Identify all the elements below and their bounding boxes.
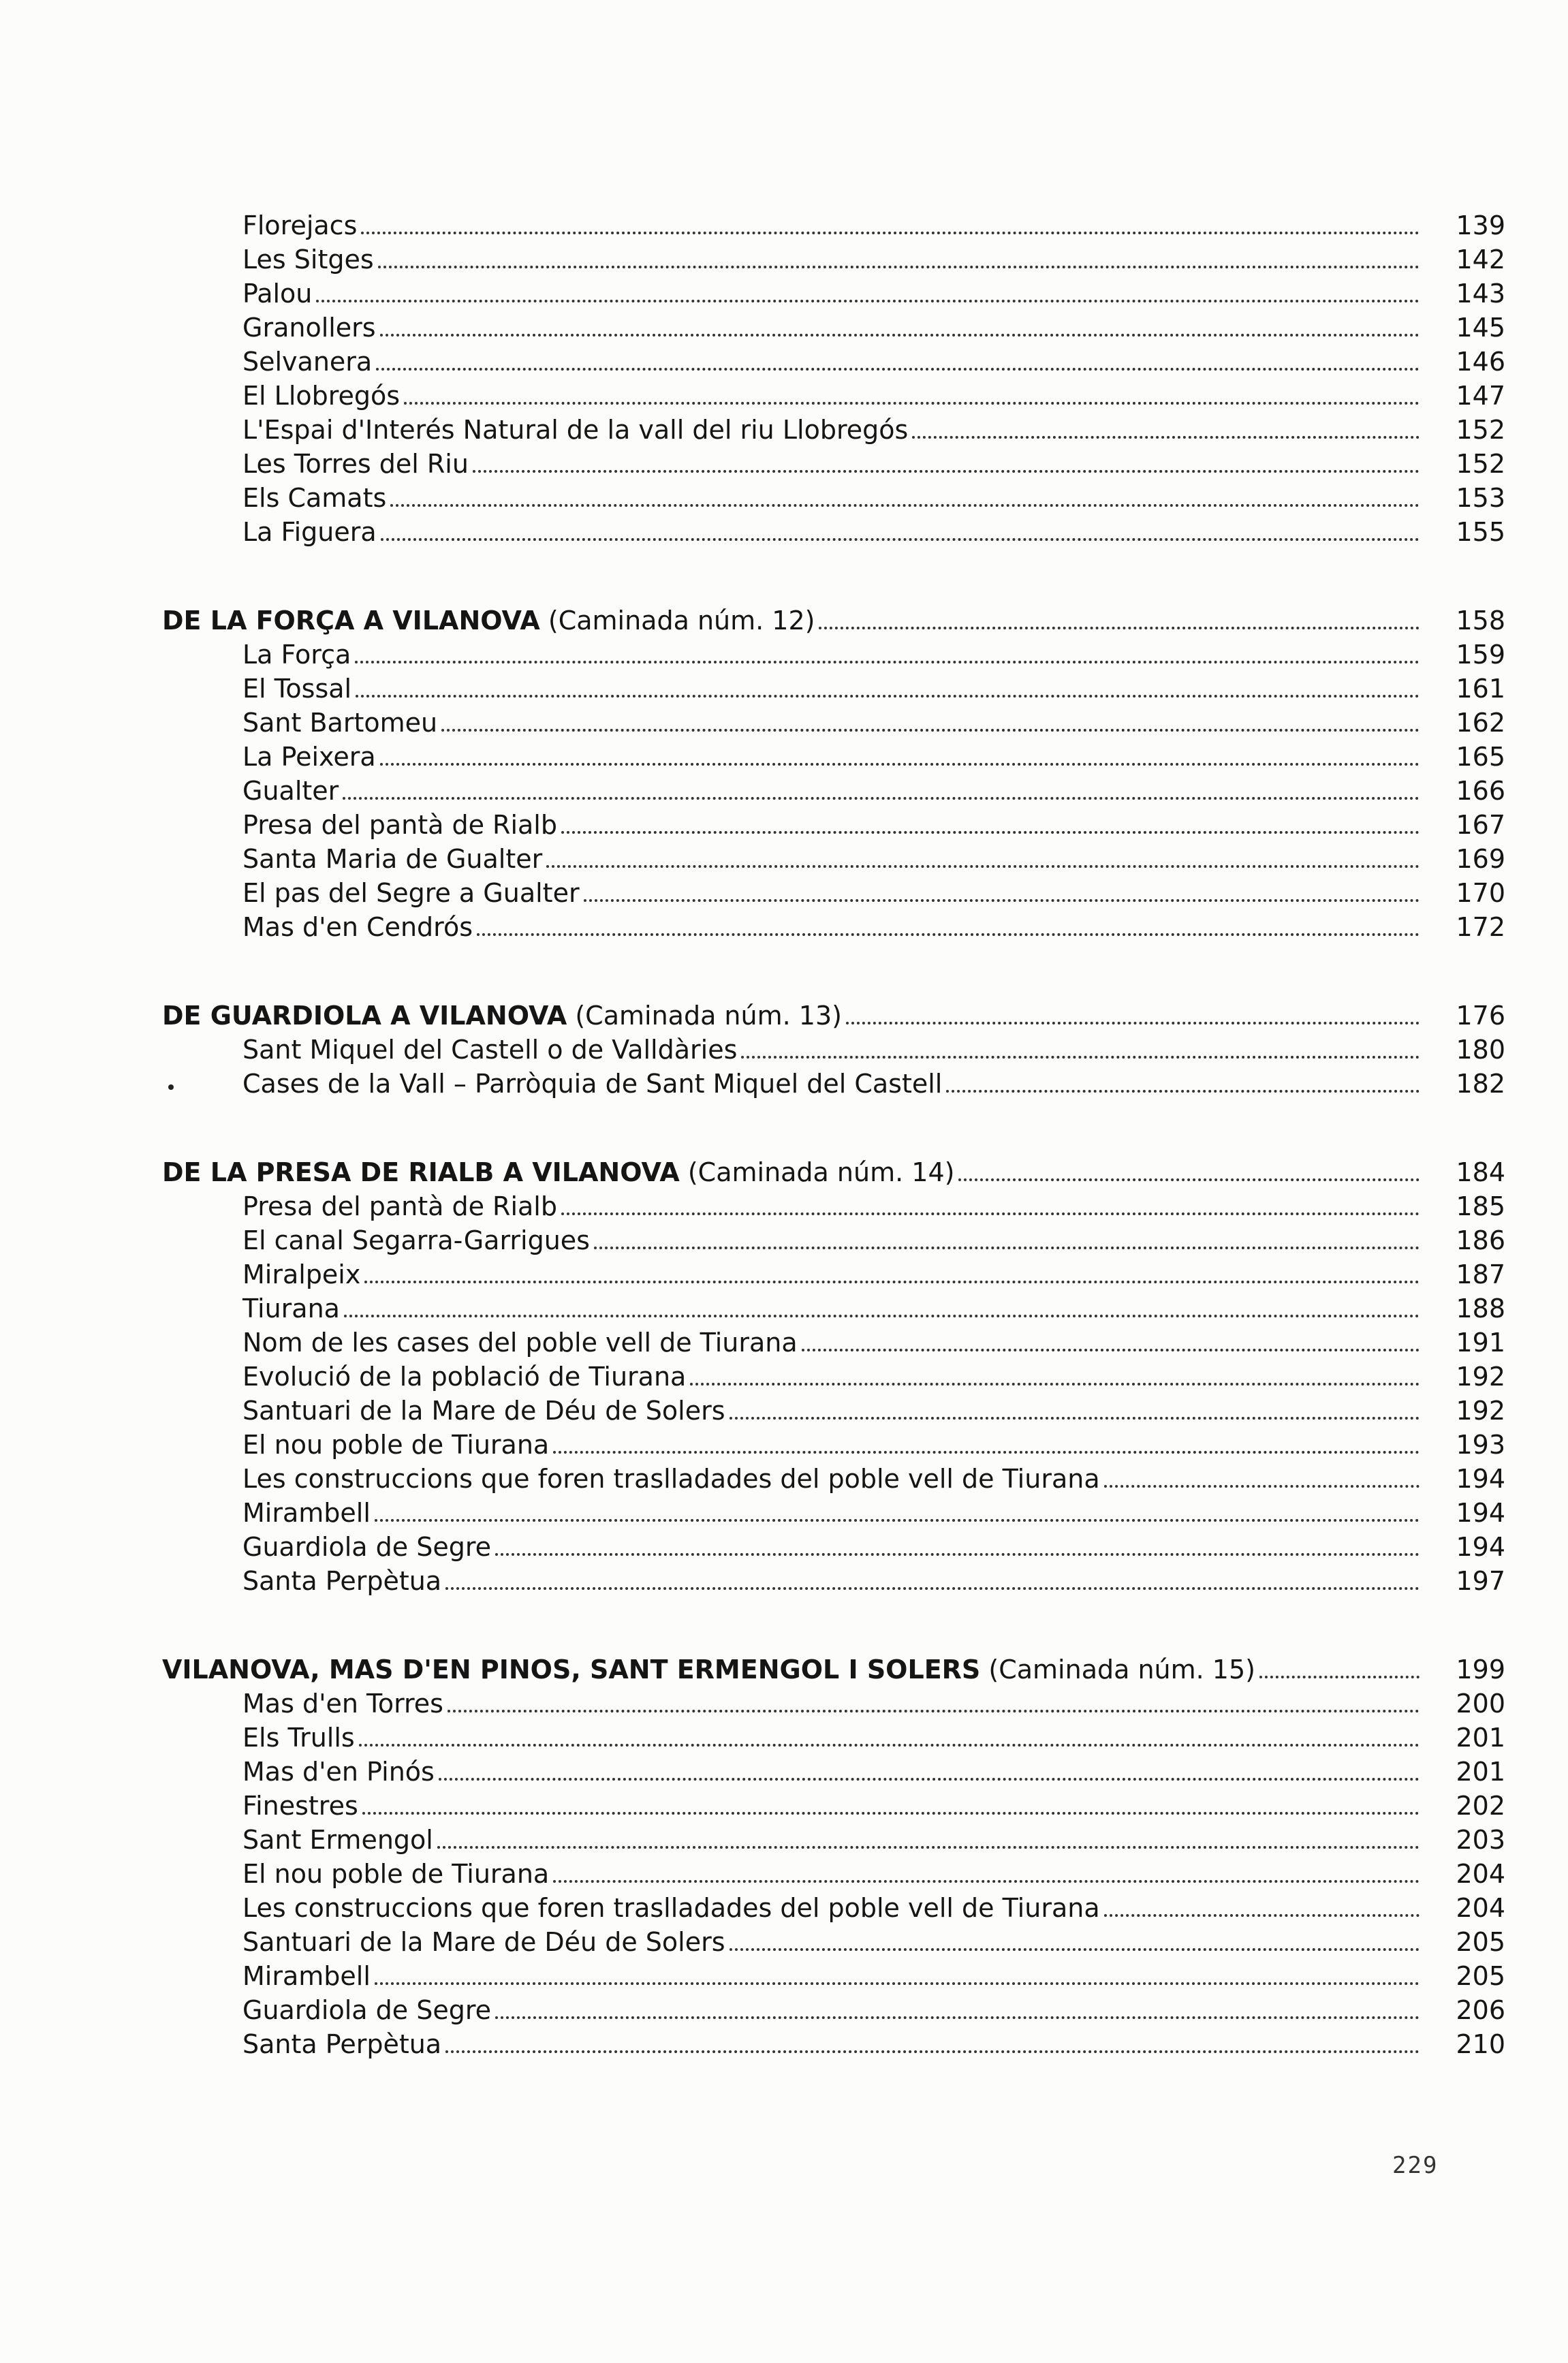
entry-page: 185 <box>1456 1191 1505 1221</box>
entry-label: Presa del pantà de Rialb <box>242 1191 557 1221</box>
entry-label: Santuari de la Mare de Déu de Solers <box>242 1927 725 1957</box>
leader-dots <box>741 1056 1420 1059</box>
entry-label: Granollers <box>242 313 376 343</box>
heading-label <box>162 999 842 1033</box>
toc-entry[interactable] <box>162 1687 1505 1721</box>
entry-label: Les Torres del Riu <box>242 449 469 479</box>
leader-dots <box>553 1451 1420 1454</box>
entry-page: 192 <box>1456 1362 1505 1392</box>
entry-page: 210 <box>1456 2029 1505 2059</box>
toc-entry[interactable] <box>162 447 1505 481</box>
leader-dots <box>362 1812 1420 1815</box>
toc-section-caminada-13 <box>162 999 1505 1101</box>
leader-dots <box>378 266 1420 268</box>
entry-page: 201 <box>1456 1757 1505 1787</box>
leader-dots <box>448 1710 1420 1712</box>
entry-page: 172 <box>1456 912 1505 942</box>
entry-label: Gualter <box>242 776 339 806</box>
leader-dots <box>375 1519 1420 1522</box>
toc-entry[interactable] <box>162 1925 1505 1959</box>
heading-page: 176 <box>1456 1001 1505 1031</box>
toc-entry[interactable] <box>162 910 1505 944</box>
entry-page: 147 <box>1456 381 1505 411</box>
toc-entry[interactable] <box>162 638 1505 672</box>
heading-label <box>162 1155 954 1189</box>
leader-dots <box>546 865 1420 868</box>
heading-title: DE LA FORÇA A VILANOVA <box>162 606 540 636</box>
leader-dots <box>958 1178 1420 1181</box>
toc-entry[interactable] <box>162 1462 1505 1496</box>
toc-entry[interactable] <box>162 740 1505 774</box>
entry-page: 186 <box>1456 1225 1505 1255</box>
entry-label: Mirambell <box>242 1961 371 1991</box>
leader-dots <box>1104 1914 1420 1917</box>
entry-page: 205 <box>1456 1961 1505 1991</box>
leader-dots <box>361 232 1420 234</box>
entry-label: Mas d'en Torres <box>242 1689 443 1719</box>
toc-entry[interactable] <box>162 1789 1505 1823</box>
leader-dots <box>730 1948 1420 1951</box>
leader-dots <box>912 436 1420 439</box>
leader-dots <box>553 1880 1420 1883</box>
leader-dots <box>439 1778 1420 1781</box>
entry-page: 167 <box>1456 810 1505 840</box>
leader-dots <box>1104 1485 1420 1488</box>
toc-entry[interactable] <box>162 1993 1505 2027</box>
toc-entry[interactable] <box>162 774 1505 808</box>
entry-label: Mirambell <box>242 1498 371 1528</box>
toc-entry[interactable] <box>162 1292 1505 1326</box>
toc-entry[interactable] <box>162 413 1505 447</box>
entry-label: Santa Perpètua <box>242 2029 442 2059</box>
toc-entry[interactable] <box>162 242 1505 277</box>
toc-entry[interactable] <box>162 515 1505 549</box>
entry-page: 161 <box>1456 674 1505 704</box>
entry-page: 146 <box>1456 347 1505 377</box>
leader-dots <box>445 1587 1420 1590</box>
heading-page: 158 <box>1456 606 1505 636</box>
leader-dots <box>819 627 1420 629</box>
entry-label: Santa Perpètua <box>242 1566 442 1596</box>
entry-label: Santa Maria de Gualter <box>242 844 543 874</box>
entry-label: Sant Miquel del Castell o de Valldàries <box>242 1035 738 1065</box>
entry-label: Tiurana <box>242 1294 340 1324</box>
table-of-contents <box>162 208 1505 2116</box>
toc-entry[interactable] <box>162 1530 1505 1564</box>
entry-label: Els Camats <box>242 483 387 513</box>
toc-entry[interactable] <box>162 277 1505 311</box>
leader-dots <box>343 797 1420 800</box>
entry-page: 170 <box>1456 878 1505 908</box>
entry-label: Finestres <box>242 1791 358 1821</box>
entry-label: Sant Bartomeu <box>242 708 438 738</box>
leader-dots <box>1259 1676 1420 1678</box>
entry-label: Mas d'en Pinós <box>242 1757 435 1787</box>
toc-section-heading[interactable] <box>162 1155 1505 1189</box>
toc-entry[interactable] <box>162 876 1505 910</box>
entry-page: 201 <box>1456 1723 1505 1753</box>
entry-page: 204 <box>1456 1893 1505 1923</box>
entry-page: 205 <box>1456 1927 1505 1957</box>
toc-entry[interactable] <box>162 1067 1505 1101</box>
page-number: 229 <box>1392 2152 1439 2179</box>
heading-title: DE LA PRESA DE RIALB A VILANOVA <box>162 1157 680 1187</box>
entry-label: La Força <box>242 640 351 670</box>
toc-entry[interactable] <box>162 481 1505 515</box>
entry-page: 193 <box>1456 1430 1505 1460</box>
toc-entry[interactable] <box>162 1721 1505 1755</box>
toc-entry[interactable] <box>162 1394 1505 1428</box>
heading-note: (Caminada núm. 14) <box>687 1157 955 1187</box>
entry-page: 197 <box>1456 1566 1505 1596</box>
entry-page: 152 <box>1456 449 1505 479</box>
entry-page: 165 <box>1456 742 1505 772</box>
leader-dots <box>730 1417 1420 1420</box>
toc-entry[interactable] <box>162 842 1505 876</box>
leader-dots <box>495 2016 1420 2019</box>
entry-label: Evolució de la població de Tiurana <box>242 1362 687 1392</box>
entry-label: L'Espai d'Interés Natural de la vall del riu Llobregós <box>242 415 909 445</box>
toc-entry[interactable] <box>162 672 1505 706</box>
toc-entry[interactable] <box>162 1857 1505 1891</box>
leader-dots <box>495 1553 1420 1556</box>
leader-dots <box>473 470 1420 473</box>
entry-page: 152 <box>1456 415 1505 445</box>
entry-label: Florejacs <box>242 210 358 240</box>
entry-label: Mas d'en Cendrós <box>242 912 473 942</box>
heading-page: 184 <box>1456 1157 1505 1187</box>
entry-page: 166 <box>1456 776 1505 806</box>
toc-entry[interactable] <box>162 345 1505 379</box>
entry-page: 159 <box>1456 640 1505 670</box>
entry-label: Palou <box>242 279 313 309</box>
heading-label <box>162 604 815 638</box>
toc-entry[interactable] <box>162 1823 1505 1857</box>
entry-page: 162 <box>1456 708 1505 738</box>
toc-section-heading[interactable] <box>162 999 1505 1033</box>
toc-section-caminada-12 <box>162 604 1505 944</box>
leader-dots <box>594 1247 1420 1249</box>
entry-label: Els Trulls <box>242 1723 355 1753</box>
toc-section-heading[interactable] <box>162 1653 1505 1687</box>
entry-page: 155 <box>1456 517 1505 547</box>
leader-dots <box>441 729 1420 732</box>
leader-dots <box>946 1090 1420 1093</box>
entry-page: 139 <box>1456 210 1505 240</box>
entry-label: Guardiola de Segre <box>242 1995 491 2025</box>
leader-dots <box>445 2050 1420 2053</box>
entry-page: 142 <box>1456 245 1505 275</box>
leader-dots <box>356 695 1420 698</box>
leader-dots <box>380 334 1420 337</box>
entry-page: 187 <box>1456 1259 1505 1289</box>
entry-label: Selvanera <box>242 347 373 377</box>
toc-entry[interactable] <box>162 1564 1505 1598</box>
entry-page: 192 <box>1456 1396 1505 1426</box>
toc-entry[interactable] <box>162 1326 1505 1360</box>
entry-label: El Llobregós <box>242 381 401 411</box>
leader-dots <box>364 1281 1420 1283</box>
leader-dots <box>404 402 1420 405</box>
entry-label: El pas del Segre a Gualter <box>242 878 580 908</box>
leader-dots <box>846 1022 1420 1024</box>
entry-page: 145 <box>1456 313 1505 343</box>
entry-label: Sant Ermengol <box>242 1825 433 1855</box>
entry-page: 188 <box>1456 1294 1505 1324</box>
entry-label: La Peixera <box>242 742 376 772</box>
toc-section-caminada-15 <box>162 1653 1505 2061</box>
entry-label: Les construccions que foren traslladades del poble vell de Tiurana <box>242 1464 1100 1494</box>
entry-label: Nom de les cases del poble vell de Tiurana <box>242 1328 798 1358</box>
toc-entry[interactable] <box>162 1891 1505 1925</box>
entry-page: 180 <box>1456 1035 1505 1065</box>
toc-entry[interactable] <box>162 1033 1505 1067</box>
entry-label: El canal Segarra-Garrigues <box>242 1225 590 1255</box>
leader-dots <box>477 933 1420 936</box>
entry-label: El nou poble de Tiurana <box>242 1859 550 1889</box>
entry-page: 203 <box>1456 1825 1505 1855</box>
toc-entry[interactable] <box>162 208 1505 242</box>
toc-entry[interactable] <box>162 311 1505 345</box>
toc-entry[interactable] <box>162 1755 1505 1789</box>
leader-dots <box>584 899 1420 902</box>
heading-note: (Caminada núm. 15) <box>988 1655 1255 1685</box>
toc-entry[interactable] <box>162 1496 1505 1530</box>
leader-dots <box>380 763 1420 766</box>
entry-label: Miralpeix <box>242 1259 361 1289</box>
heading-title: VILANOVA, MAS D'EN PINOS, SANT ERMENGOL I SOLERS <box>162 1655 981 1685</box>
entry-page: 200 <box>1456 1689 1505 1719</box>
heading-note: (Caminada núm. 13) <box>575 1001 842 1031</box>
entry-page: 204 <box>1456 1859 1505 1889</box>
toc-entry[interactable] <box>162 2027 1505 2061</box>
entry-label: Les Sitges <box>242 245 374 275</box>
entry-page: 194 <box>1456 1464 1505 1494</box>
leader-dots <box>359 1744 1420 1747</box>
leader-dots <box>561 1212 1420 1215</box>
toc-entry[interactable] <box>162 1223 1505 1257</box>
entry-page: 182 <box>1456 1069 1505 1099</box>
leader-dots <box>802 1349 1420 1351</box>
entry-page: 194 <box>1456 1498 1505 1528</box>
entry-page: 202 <box>1456 1791 1505 1821</box>
toc-entry[interactable] <box>162 1959 1505 1993</box>
entry-label: El nou poble de Tiurana <box>242 1430 550 1460</box>
leader-dots <box>344 1315 1420 1317</box>
entry-label: Santuari de la Mare de Déu de Solers <box>242 1396 725 1426</box>
heading-page: 199 <box>1456 1655 1505 1685</box>
entry-label: Presa del pantà de Rialb <box>242 810 557 840</box>
entry-label: Guardiola de Segre <box>242 1532 491 1562</box>
entry-page: 206 <box>1456 1995 1505 2025</box>
entry-label: Cases de la Vall – Parròquia de Sant Miquel del Castell <box>242 1069 943 1099</box>
heading-title: DE GUARDIOLA A VILANOVA <box>162 1001 567 1031</box>
leader-dots <box>316 300 1420 302</box>
leader-dots <box>390 504 1420 507</box>
toc-entry[interactable] <box>162 1360 1505 1394</box>
toc-section-heading[interactable] <box>162 604 1505 638</box>
toc-entry[interactable] <box>162 1257 1505 1292</box>
leader-dots <box>437 1846 1420 1849</box>
toc-section-continuation <box>162 208 1505 549</box>
leader-dots <box>561 831 1420 834</box>
leader-dots <box>376 368 1420 371</box>
toc-entry[interactable] <box>162 1189 1505 1223</box>
toc-entry[interactable] <box>162 808 1505 842</box>
toc-entry[interactable] <box>162 1428 1505 1462</box>
leader-dots <box>381 538 1420 541</box>
entry-label: La Figuera <box>242 517 377 547</box>
entry-page: 191 <box>1456 1328 1505 1358</box>
leader-dots <box>355 661 1420 663</box>
heading-note: (Caminada núm. 12) <box>548 606 815 636</box>
toc-entry[interactable] <box>162 379 1505 413</box>
stray-ink-dot <box>168 1084 174 1090</box>
entry-label: El Tossal <box>242 674 352 704</box>
entry-page: 143 <box>1456 279 1505 309</box>
leader-dots <box>690 1383 1420 1386</box>
entry-page: 169 <box>1456 844 1505 874</box>
leader-dots <box>375 1982 1420 1985</box>
heading-label <box>162 1653 1255 1687</box>
toc-entry[interactable] <box>162 706 1505 740</box>
toc-section-caminada-14 <box>162 1155 1505 1598</box>
entry-page: 153 <box>1456 483 1505 513</box>
entry-page: 194 <box>1456 1532 1505 1562</box>
entry-label: Les construccions que foren traslladades del poble vell de Tiurana <box>242 1893 1100 1923</box>
